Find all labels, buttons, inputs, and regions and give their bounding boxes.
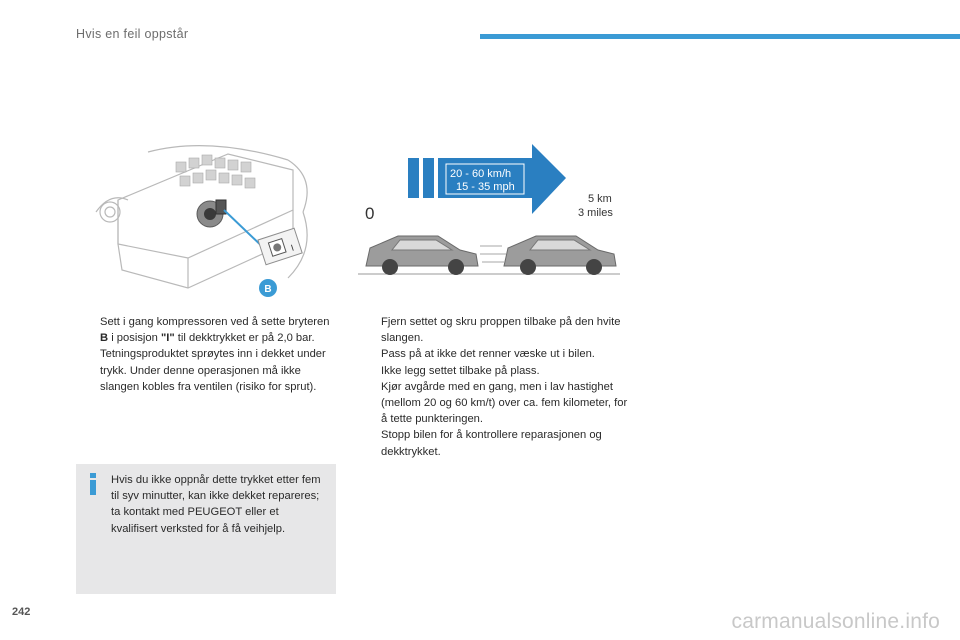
speed-mph-label: 15 - 35 mph xyxy=(456,181,515,193)
drive-instruction-illustration xyxy=(356,142,624,282)
step-text: Sett i gang kompressoren ved å sette bryteren xyxy=(100,316,330,328)
step-text: Stopp bilen for å kontrollere reparasjonen og dekktrykket. xyxy=(381,429,602,458)
step-remove-kit xyxy=(359,314,629,346)
step-note-leak xyxy=(359,346,629,362)
car-start-icon xyxy=(366,236,478,275)
distance-km-label: 5 km xyxy=(588,193,612,205)
step-start-compressor xyxy=(78,314,340,346)
info-icon xyxy=(86,472,102,496)
left-instructions xyxy=(78,314,340,395)
info-box xyxy=(76,464,336,594)
compressor-kit-illustration xyxy=(88,140,328,305)
speed-arrow-segment xyxy=(408,158,419,198)
switch-position-label: I xyxy=(289,242,296,253)
step-text: i posisjon xyxy=(108,332,161,345)
step-note-storage xyxy=(359,363,629,379)
header-accent-bar xyxy=(480,34,960,39)
step-stop-check xyxy=(359,427,629,459)
step-note-sealant xyxy=(78,346,340,395)
step-text: Fjern settet og skru proppen tilbake på den hvite slangen. xyxy=(381,316,621,345)
step-drive xyxy=(359,379,629,428)
page-number: 242 xyxy=(12,606,31,618)
motion-streaks xyxy=(480,246,506,262)
watermark: carmanualsonline.info xyxy=(731,610,940,633)
speed-kmh-label: 20 - 60 km/h xyxy=(450,168,512,180)
speed-arrow-segment xyxy=(438,158,446,198)
distance-miles-label: 3 miles xyxy=(578,207,613,219)
right-instructions xyxy=(359,314,629,460)
page-header-title: Hvis en feil oppstår xyxy=(76,27,189,41)
callout-b-letter: B xyxy=(264,284,272,295)
step-text: Ikke legg settet tilbake på plass. xyxy=(381,364,540,377)
step-text: Tetningsproduktet sprøytes inn i dekket under trykk. Under denne operasjonen må ikke slangen kobles fra ventilen (risiko for sprut). xyxy=(100,348,326,393)
switch-letter: B xyxy=(100,332,109,345)
switch-position: "I" xyxy=(160,332,175,345)
speed-arrow-segment xyxy=(423,158,434,198)
info-text: Hvis du ikke oppnår dette trykket etter fem til syv minutter, kan ikke dekket repareres; ta kontakt med PEUGEOT eller et kvalifisert verksted for å få veihjelp. xyxy=(111,474,321,535)
start-distance-label: 0 xyxy=(365,204,375,223)
step-text: Pass på at ikke det renner væske ut i bilen. xyxy=(381,348,595,361)
step-text: til dekktrykket er på 2,0 bar. xyxy=(174,332,315,345)
step-text: Kjør avgårde med en gang, men i lav hastighet (mellom 20 og 60 km/t) over ca. fem kilometer, for å tette punkteringen. xyxy=(381,380,628,426)
car-moving-icon xyxy=(504,236,616,275)
